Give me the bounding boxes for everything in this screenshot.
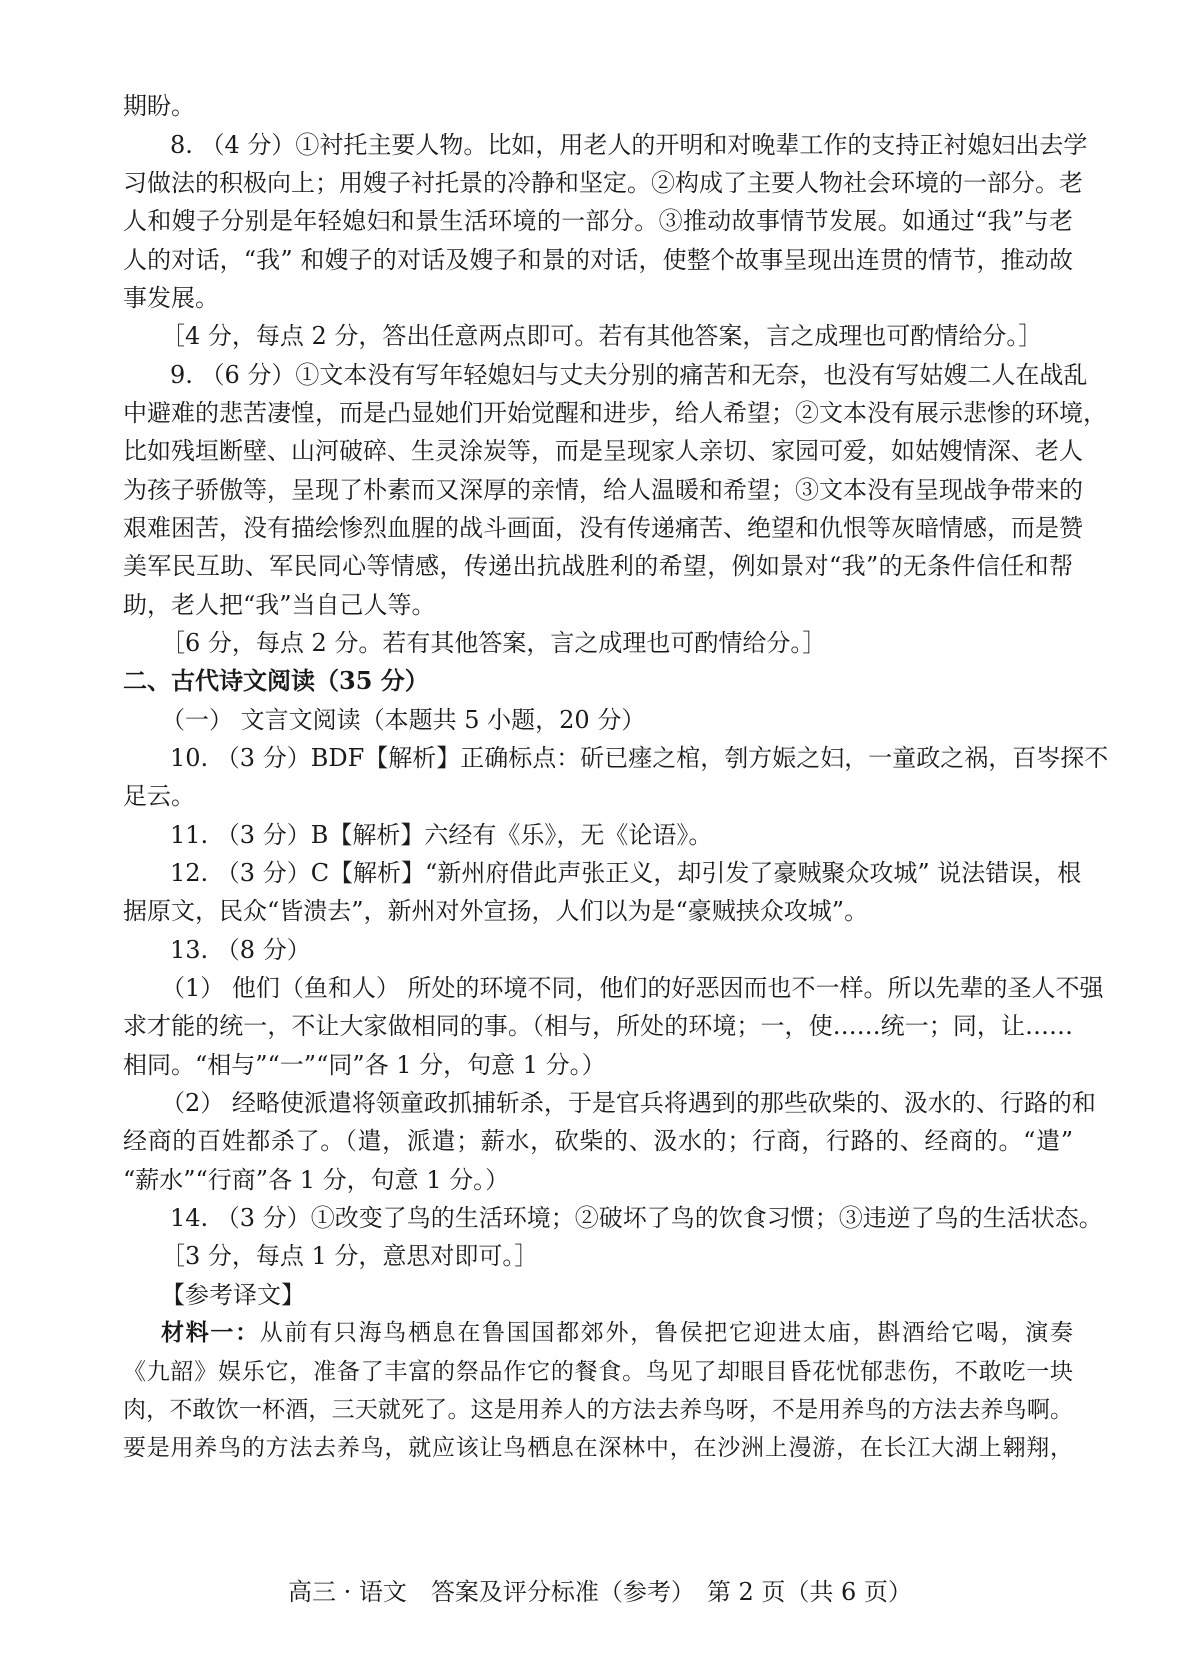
scoring-note: ［6 分，每点 2 分。若有其他答案，言之成理也可酌情给分。］: [161, 629, 827, 657]
text-line: 相同。“相与”“一”“同”各 1 分，句意 1 分。）: [123, 1051, 606, 1079]
subsection-heading: （一） 文言文阅读（本题共 5 小题，20 分）: [161, 706, 646, 734]
text-line: 习做法的积极向上；用嫂子衬托景的冷静和坚定。②构成了主要人物社会环境的一部分。老: [123, 169, 1083, 197]
text-line: 为孩子骄傲等，呈现了朴素而又深厚的亲情，给人温暖和希望；③文本没有呈现战争带来的: [123, 476, 1083, 504]
reference-translation-heading: 【参考译文】: [161, 1281, 305, 1309]
translation-line: 肉，不敢饮一杯酒，三天就死了。这是用养人的方法去养鸟呀，不是用养鸟的方法去养鸟啊。: [123, 1397, 1073, 1423]
section-heading: 二、古代诗文阅读（35 分）: [123, 666, 429, 695]
text-line: “薪水”“行商”各 1 分，句意 1 分。）: [123, 1166, 510, 1194]
answer-13-2-line: （2） 经略使派遣将领童政抓捕斩杀，于是官兵将遇到的那些砍柴的、汲水的、行路的和: [161, 1089, 1096, 1117]
answer-13-line: 13. （8 分）: [170, 936, 311, 964]
material-one-label: 材料一：: [161, 1319, 260, 1346]
text-line: 人的对话，“我” 和嫂子的对话及嫂子和景的对话，使整个故事呈现出连贯的情节，推动故: [123, 246, 1073, 274]
answer-8-line: 8. （4 分）①衬托主要人物。比如，用老人的开明和对晚辈工作的支持正衬媳妇出去学: [170, 131, 1088, 159]
text-line: 美军民互助、军民同心等情感，传递出抗战胜利的希望，例如景对“我”的无条件信任和帮: [123, 552, 1073, 580]
text-line: 人和嫂子分别是年轻媳妇和景生活环境的一部分。③推动故事情节发展。如通过“我”与老: [123, 207, 1073, 235]
text-line: 中避难的悲苦凄惶，而是凸显她们开始觉醒和进步，给人希望；②文本没有展示悲惨的环境，: [123, 399, 1107, 427]
text-line: 求才能的统一，不让大家做相同的事。（相与，所处的环境；一，使……统一；同，让……: [123, 1012, 1073, 1040]
answer-12-line: 12. （3 分）C【解析】“新州府借此声张正义，却引发了豪贼聚众攻城” 说法错误，根: [170, 859, 1082, 887]
text-line: 期盼。: [123, 92, 195, 120]
text-line: 艰难困苦，没有描绘惨烈血腥的战斗画面，没有传递痛苦、绝望和仇恨等灰暗情感，而是赞: [123, 514, 1083, 542]
scoring-note: ［4 分，每点 2 分，答出任意两点即可。若有其他答案，言之成理也可酌情给分。］: [161, 322, 1043, 350]
text-line: 助，老人把“我”当自己人等。: [123, 591, 436, 619]
translation-line: [161, 1317, 1073, 1349]
text-line: 足云。: [123, 782, 195, 810]
answer-14-line: 14. （3 分）①改变了鸟的生活环境；②破坏了鸟的饮食习惯；③违逆了鸟的生活状态。: [170, 1204, 1103, 1232]
text-line: 经商的百姓都杀了。（遣，派遣；薪水，砍柴的、汲水的；行商，行路的、经商的。“遣”: [123, 1127, 1073, 1155]
text-line: 事发展。: [123, 284, 219, 312]
scoring-note: ［3 分，每点 1 分，意思对即可。］: [161, 1242, 539, 1270]
text-line: 比如残垣断壁、山河破碎、生灵涂炭等，而是呈现家人亲切、家园可爱，如姑嫂情深、老人: [123, 437, 1083, 465]
translation-line: 《九韶》娱乐它，准备了丰富的祭品作它的餐食。鸟见了却眼目昏花忧郁悲伤，不敢吃一块: [123, 1359, 1073, 1385]
page-footer: 高三 · 语文 答案及评分标准（参考） 第 2 页（共 6 页）: [288, 1578, 912, 1606]
answer-9-line: 9. （6 分）①文本没有写年轻媳妇与丈夫分别的痛苦和无奈，也没有写姑嫂二人在战乱: [170, 361, 1088, 389]
translation-line: 要是用养鸟的方法去养鸟，就应该让鸟栖息在深林中，在沙洲上漫游，在长江大湖上翱翔，: [123, 1435, 1073, 1461]
answer-10-line: 10. （3 分）BDF【解析】正确标点：斫已瘗之棺，刳方娠之妇，一童政之祸，百岑探不: [170, 744, 1109, 772]
answer-13-1-line: （1） 他们（鱼和人） 所处的环境不同，他们的好恶因而也不一样。所以先辈的圣人不强: [161, 974, 1104, 1002]
translation-text: 从前有只海鸟栖息在鲁国国都郊外，鲁侯把它迎进太庙，斟酒给它喝，演奏: [259, 1320, 1074, 1346]
answer-11-line: 11. （3 分）B【解析】六经有《乐》，无《论语》。: [170, 821, 713, 849]
text-line: 据原文，民众“皆溃去”，新州对外宣扬，人们以为是“豪贼挟众攻城”。: [123, 897, 869, 925]
